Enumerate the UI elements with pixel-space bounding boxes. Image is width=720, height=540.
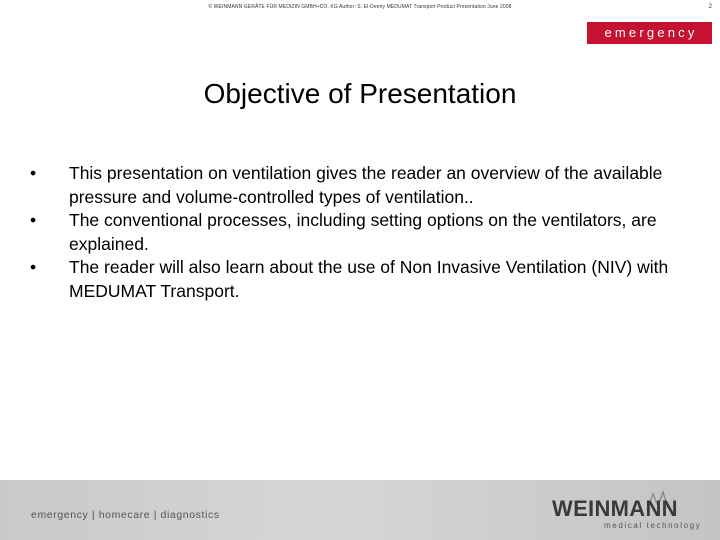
- bullet-glyph: •: [30, 163, 37, 183]
- logo-name: WEINMANN: [552, 496, 678, 521]
- bullet-text: The reader will also learn about the use of Non Invasive Ventilation (NIV) with MEDUMAT Transport.: [69, 257, 669, 301]
- slide-title: Objective of Presentation: [203, 78, 517, 109]
- bullet-text: This presentation on ventilation gives the reader an overview of the available pressure and volume-controlled types of ventilation..: [69, 163, 663, 207]
- header-copyright: © WEINMANN GERÄTE FÜR MEDIZIN GMBH+CO. KG Author: S. El-Deeny MEDUMAT Transport Product Presentation June 2008: [208, 4, 512, 10]
- bullet-item: [30, 256, 690, 303]
- weinmann-logo: [552, 490, 702, 534]
- footer-bar: [0, 480, 720, 540]
- logo-subtitle: medical technology: [604, 521, 702, 530]
- bullet-glyph: •: [30, 257, 37, 277]
- emergency-badge: emergency: [587, 22, 712, 44]
- bullet-item: [30, 162, 690, 209]
- bullet-text: The conventional processes, including setting options on the ventilators, are explained.: [69, 210, 657, 254]
- bullet-list: [30, 162, 690, 303]
- footer-tagline: emergency | homecare | diagnostics: [31, 509, 220, 521]
- bullet-glyph: •: [30, 210, 37, 230]
- page-number: 2: [708, 4, 712, 10]
- bullet-item: [30, 209, 690, 256]
